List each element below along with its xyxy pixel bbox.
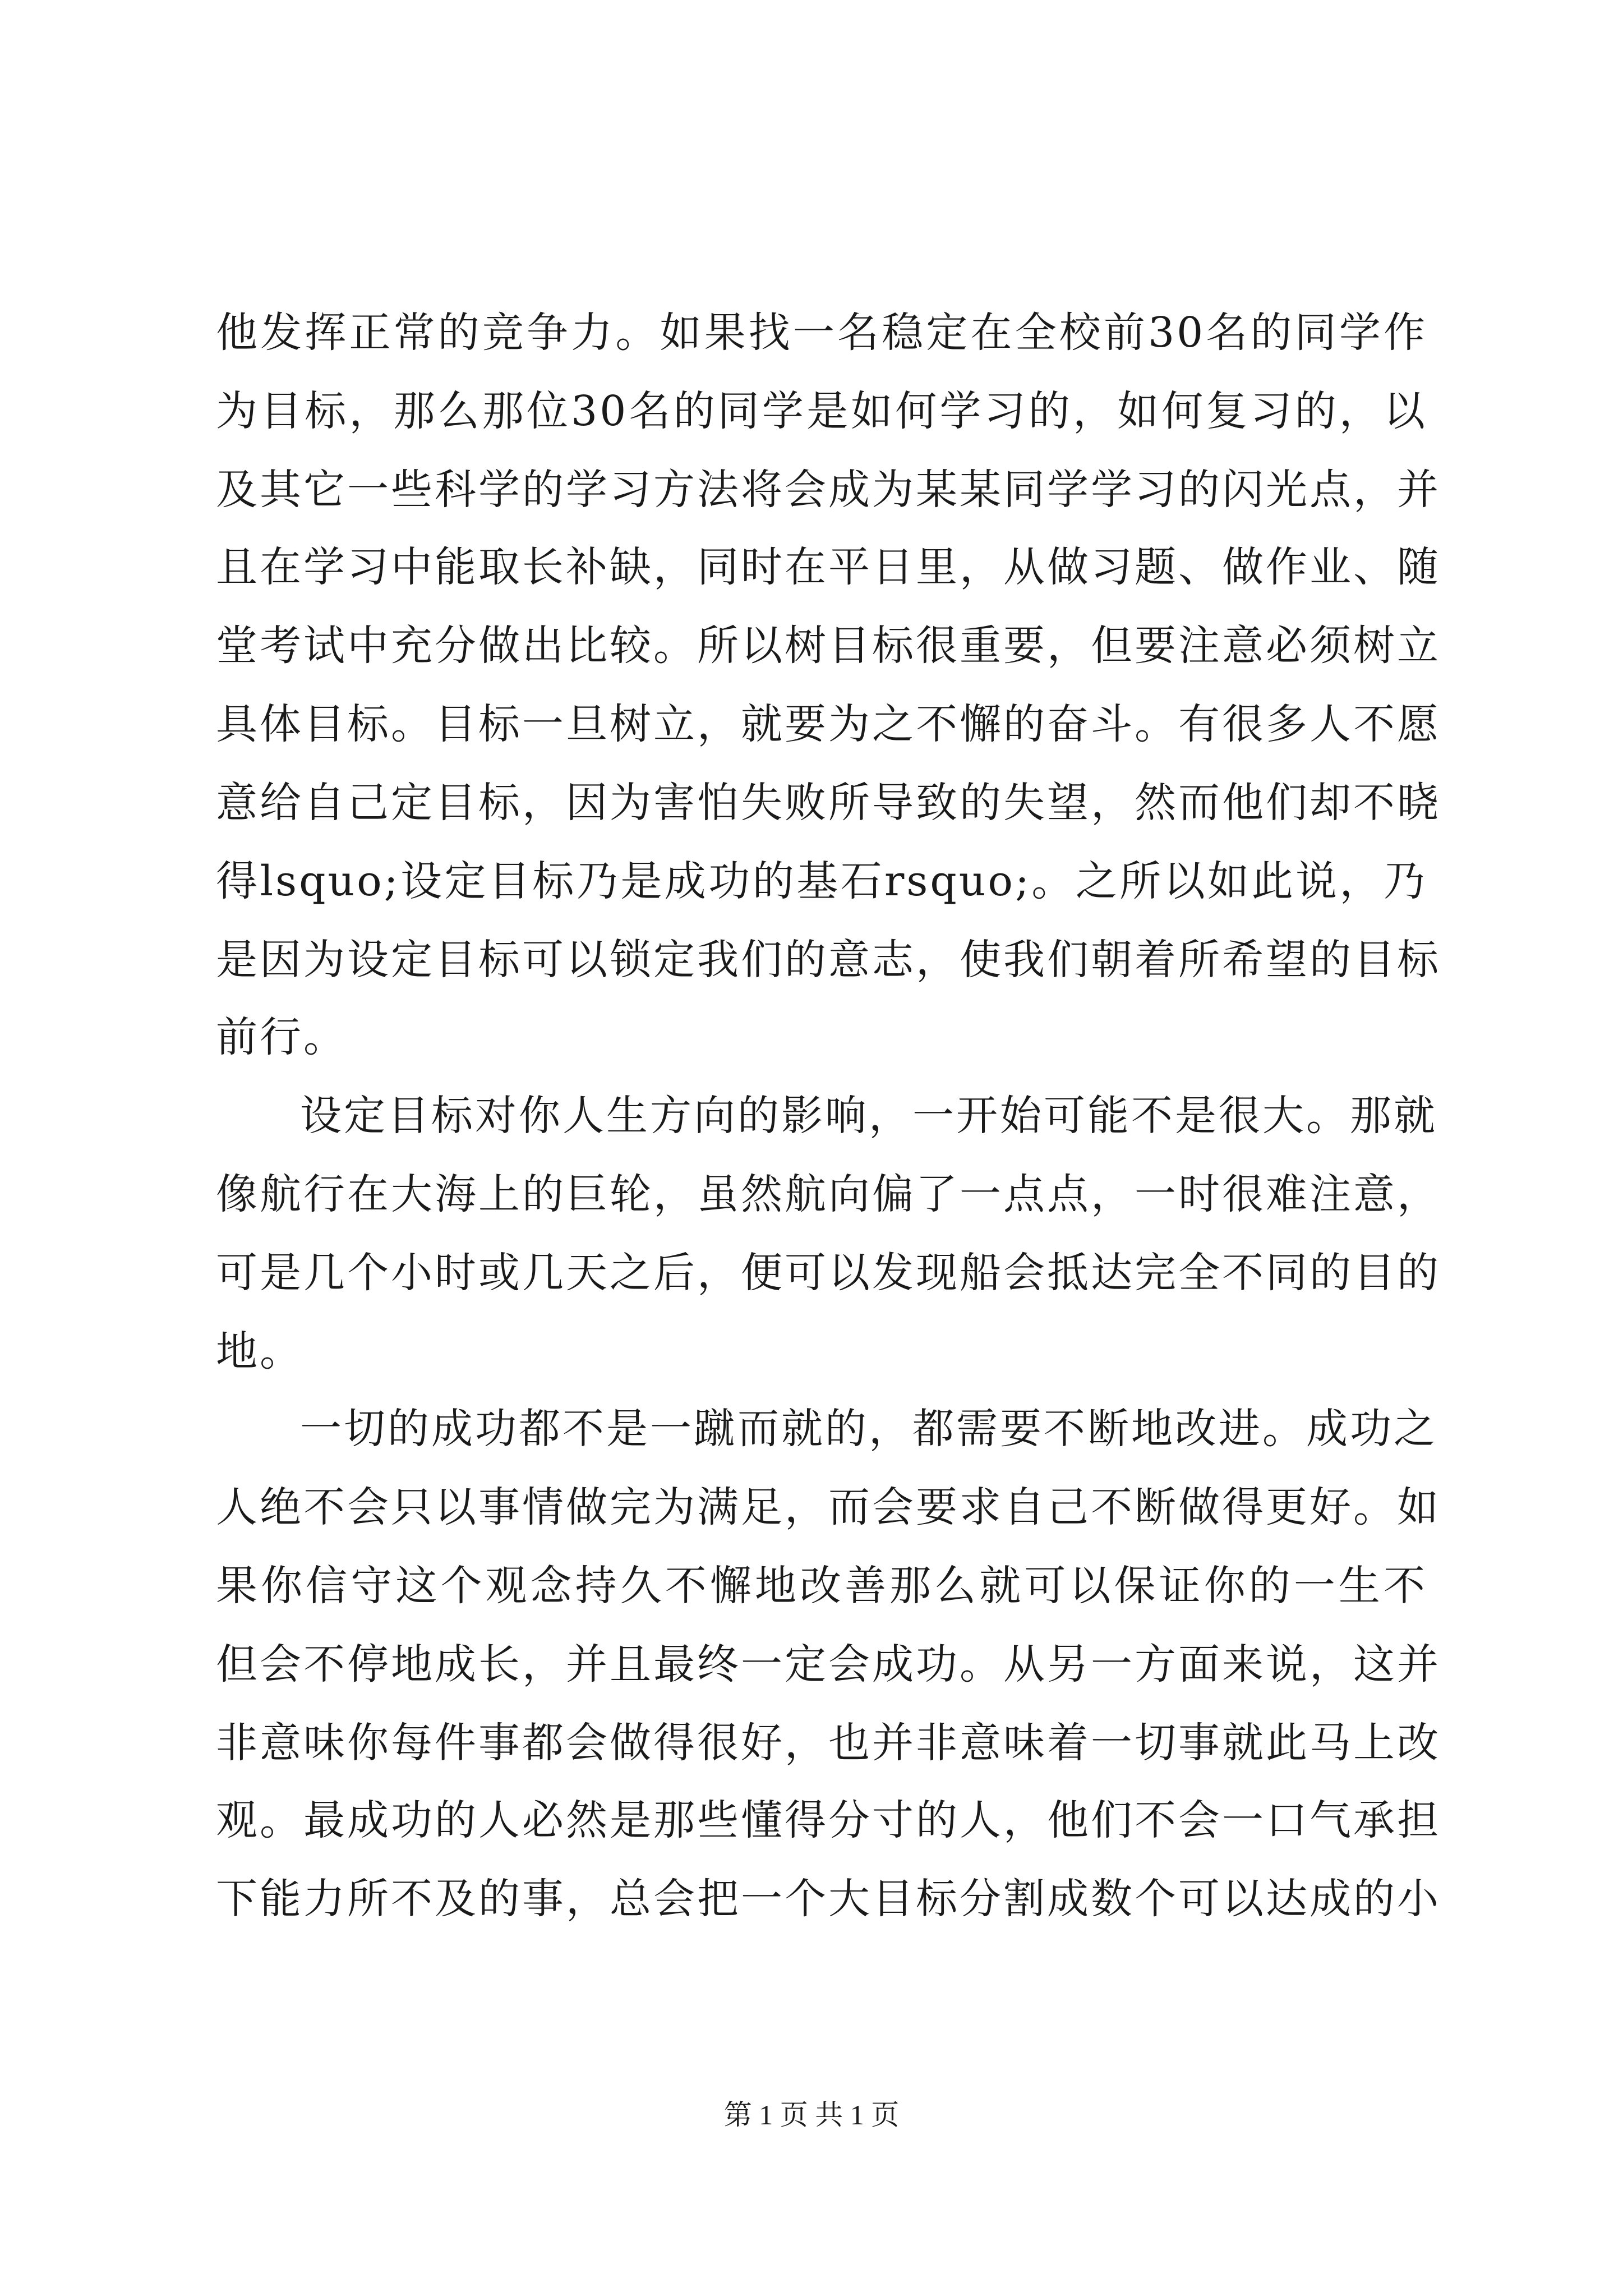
page-number-footer: 第 1 页 共 1 页	[723, 2099, 900, 2131]
text-line: 及其它一些科学的学习方法将会成为某某同学学习的闪光点，并	[216, 466, 1441, 514]
text-line: 果你信守这个观念持久不懈地改善那么就可以保证你的一生不	[216, 1562, 1427, 1610]
text-line: 堂考试中充分做出比较。所以树目标很重要，但要注意必须树立	[216, 622, 1441, 670]
text-line: 且在学习中能取长补缺，同时在平日里，从做习题、做作业、随	[216, 543, 1441, 591]
text-line: 具体目标。目标一旦树立，就要为之不懈的奋斗。有很多人不愿	[216, 700, 1441, 748]
text-line: 是因为设定目标可以锁定我们的意志，使我们朝着所希望的目标	[216, 936, 1441, 984]
paragraph-first-line: 设定目标对你人生方向的影响，一开始可能不是很大。那就	[300, 1092, 1437, 1140]
text-line: 人绝不会只以事情做完为满足，而会要求自己不断做得更好。如	[216, 1483, 1441, 1531]
text-line: 得lsquo;设定目标乃是成功的基石rsquo;。之所以如此说，乃	[216, 857, 1427, 905]
text-line: 他发挥正常的竞争力。如果找一名稳定在全校前30名的同学作	[216, 309, 1427, 357]
text-line: 观。最成功的人必然是那些懂得分寸的人，他们不会一口气承担	[216, 1796, 1441, 1844]
text-line: 但会不停地成长，并且最终一定会成功。从另一方面来说，这并	[216, 1640, 1441, 1688]
paragraph-first-line: 一切的成功都不是一蹴而就的，都需要不断地改进。成功之	[300, 1405, 1437, 1453]
text-line: 下能力所不及的事，总会把一个大目标分割成数个可以达成的小	[216, 1875, 1441, 1923]
text-line: 像航行在大海上的巨轮，虽然航向偏了一点点，一时很难注意，	[216, 1170, 1441, 1218]
text-line: 意给自己定目标，因为害怕失败所导致的失望，然而他们却不晓	[216, 779, 1441, 827]
text-line: 地。	[216, 1327, 303, 1375]
text-line: 可是几个小时或几天之后，便可以发现船会抵达完全不同的目的	[216, 1249, 1441, 1297]
text-line: 为目标，那么那位30名的同学是如何学习的，如何复习的，以	[216, 387, 1427, 435]
text-line: 非意味你每件事都会做得很好，也并非意味着一切事就此马上改	[216, 1719, 1441, 1767]
text-line: 前行。	[216, 1013, 347, 1061]
